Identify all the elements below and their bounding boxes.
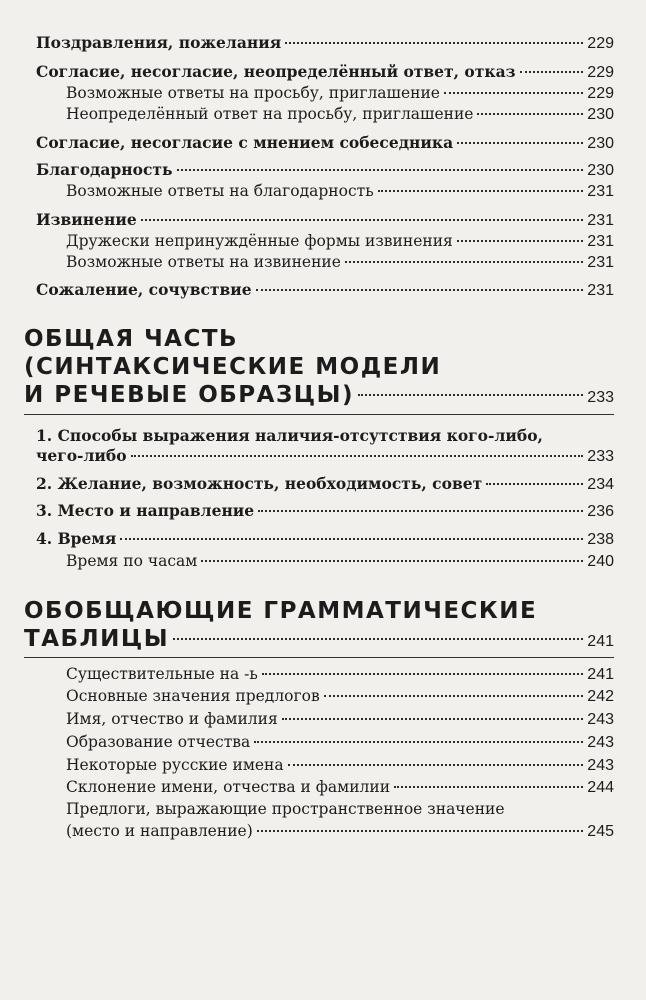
toc-page-number: 243	[587, 711, 614, 728]
section-divider	[24, 414, 614, 415]
toc-leader	[457, 240, 583, 242]
toc-entry[interactable]	[36, 474, 614, 495]
section-divider	[24, 657, 614, 658]
toc-leader	[131, 455, 584, 457]
toc-entry[interactable]	[36, 280, 614, 301]
toc-subentry[interactable]	[66, 777, 614, 798]
toc-leader	[177, 169, 584, 171]
toc-leader	[345, 261, 583, 263]
toc-entry-title: Время по часам	[66, 552, 198, 570]
toc-entry-title: Сожаление, сочувствие	[36, 280, 252, 299]
toc-page-number: 229	[587, 64, 614, 81]
toc-subentry[interactable]	[66, 252, 614, 273]
toc-leader	[282, 718, 584, 720]
toc-subentry[interactable]	[66, 821, 614, 842]
toc-entry-title: Существительные на -ь	[66, 665, 258, 683]
toc-entry-title: Возможные ответы на благодарность	[66, 182, 374, 200]
toc-leader	[394, 786, 583, 788]
toc-page-number: 229	[587, 85, 614, 102]
toc-leader	[201, 560, 583, 562]
toc-page-number: 244	[587, 779, 614, 796]
toc-leader	[324, 695, 584, 697]
toc-entry-title: Поздравления, пожелания	[36, 33, 282, 52]
toc-page-number: 231	[587, 233, 614, 250]
toc-entry-title-line1: 1. Способы выражения наличия-отсутствия кого-либо,	[36, 426, 543, 445]
toc-entry-title: 4. Время	[36, 529, 117, 548]
toc-entry-title: Извинение	[36, 210, 137, 229]
toc-entry[interactable]	[36, 133, 614, 154]
toc-entry-title: (место и направление)	[66, 822, 253, 840]
toc-entry[interactable]	[36, 446, 614, 467]
toc-entry-title: Имя, отчество и фамилия	[66, 710, 278, 728]
section-heading-text: ТАБЛИЦЫ	[24, 626, 170, 652]
toc-page-number: 241	[587, 666, 614, 683]
toc-page-number: 245	[587, 823, 614, 840]
toc-leader	[486, 483, 583, 485]
toc-entry[interactable]	[36, 210, 614, 231]
section-heading-tables-line2[interactable]	[24, 624, 614, 654]
toc-subentry[interactable]	[66, 664, 614, 685]
toc-subentry[interactable]	[66, 551, 614, 572]
toc-leader	[254, 741, 583, 743]
section-heading-general-line2: (СИНТАКСИЧЕСКИЕ МОДЕЛИ	[24, 354, 442, 380]
toc-subentry[interactable]	[66, 732, 614, 753]
toc-entry[interactable]	[36, 160, 614, 181]
toc-leader	[258, 510, 583, 512]
toc-page-number: 240	[587, 553, 614, 570]
section-heading-general-line3[interactable]	[24, 380, 614, 410]
toc-subentry[interactable]	[66, 181, 614, 202]
toc-entry-title-line1: Предлоги, выражающие пространственное значение	[66, 800, 505, 818]
toc-page-number: 242	[587, 688, 614, 705]
toc-subentry[interactable]	[66, 755, 614, 776]
section-heading-tables: ОБОБЩАЮЩИЕ ГРАММАТИЧЕСКИЕ	[24, 598, 538, 624]
toc-entry-title: Основные значения предлогов	[66, 687, 320, 705]
toc-entry-title: Благодарность	[36, 160, 173, 179]
toc-entry-title: 3. Место и направление	[36, 501, 255, 520]
toc-leader	[120, 538, 583, 540]
toc-entry[interactable]	[36, 501, 614, 522]
toc-page-number: 233	[587, 389, 614, 406]
toc-entry-title: Склонение имени, отчества и фамилии	[66, 778, 391, 796]
toc-leader	[141, 219, 584, 221]
toc-leader	[288, 764, 584, 766]
toc-leader	[256, 289, 584, 291]
toc-leader	[378, 190, 584, 192]
toc-page-number: 229	[587, 35, 614, 52]
toc-leader	[285, 42, 583, 44]
section-heading-general: ОБЩАЯ ЧАСТЬ	[24, 326, 239, 352]
toc-entry-title: Возможные ответы на извинение	[66, 253, 341, 271]
toc-leader	[457, 142, 583, 144]
toc-entry-title: чего-либо	[36, 446, 127, 465]
toc-page-number: 231	[587, 282, 614, 299]
toc-entry-title: Некоторые русские имена	[66, 756, 284, 774]
toc-page-number: 230	[587, 135, 614, 152]
toc-entry-title: Возможные ответы на просьбу, приглашение	[66, 84, 440, 102]
toc-subentry[interactable]	[66, 231, 614, 252]
toc-subentry[interactable]	[66, 686, 614, 707]
toc-subentry[interactable]	[66, 104, 614, 125]
toc-page-number: 233	[587, 448, 614, 465]
toc-entry-title: Неопределённый ответ на просьбу, приглашение	[66, 105, 474, 123]
toc-leader	[262, 673, 583, 675]
toc-entry-title: 2. Желание, возможность, необходимость, совет	[36, 474, 483, 493]
toc-page-number: 230	[587, 106, 614, 123]
toc-page-number: 231	[587, 254, 614, 271]
toc-page-number: 234	[587, 476, 614, 493]
toc-page-number: 231	[587, 183, 614, 200]
toc-page-number: 243	[587, 734, 614, 751]
toc-page-number: 238	[587, 531, 614, 548]
toc-leader	[358, 394, 583, 396]
toc-page-number: 236	[587, 503, 614, 520]
toc-entry-title: Дружески непринуждённые формы извинения	[66, 232, 453, 250]
toc-page-number: 231	[587, 212, 614, 229]
toc-entry-title: Образование отчества	[66, 733, 251, 751]
toc-page-number: 230	[587, 162, 614, 179]
toc-leader	[520, 71, 584, 73]
toc-leader	[173, 638, 583, 640]
toc-leader	[477, 113, 583, 115]
toc-leader	[444, 92, 583, 94]
toc-leader	[257, 830, 584, 832]
toc-entry[interactable]	[36, 33, 614, 54]
toc-entry-title: Согласие, несогласие, неопределённый ответ, отказ	[36, 62, 516, 81]
toc-entry[interactable]	[36, 529, 614, 550]
toc-page-number: 241	[587, 633, 614, 650]
toc-subentry[interactable]	[66, 83, 614, 104]
toc-page-number: 243	[587, 757, 614, 774]
toc-entry[interactable]	[36, 62, 614, 83]
toc-entry-title: Согласие, несогласие с мнением собеседника	[36, 133, 454, 152]
section-heading-text: И РЕЧЕВЫЕ ОБРАЗЦЫ)	[24, 382, 354, 408]
toc-subentry[interactable]	[66, 709, 614, 730]
